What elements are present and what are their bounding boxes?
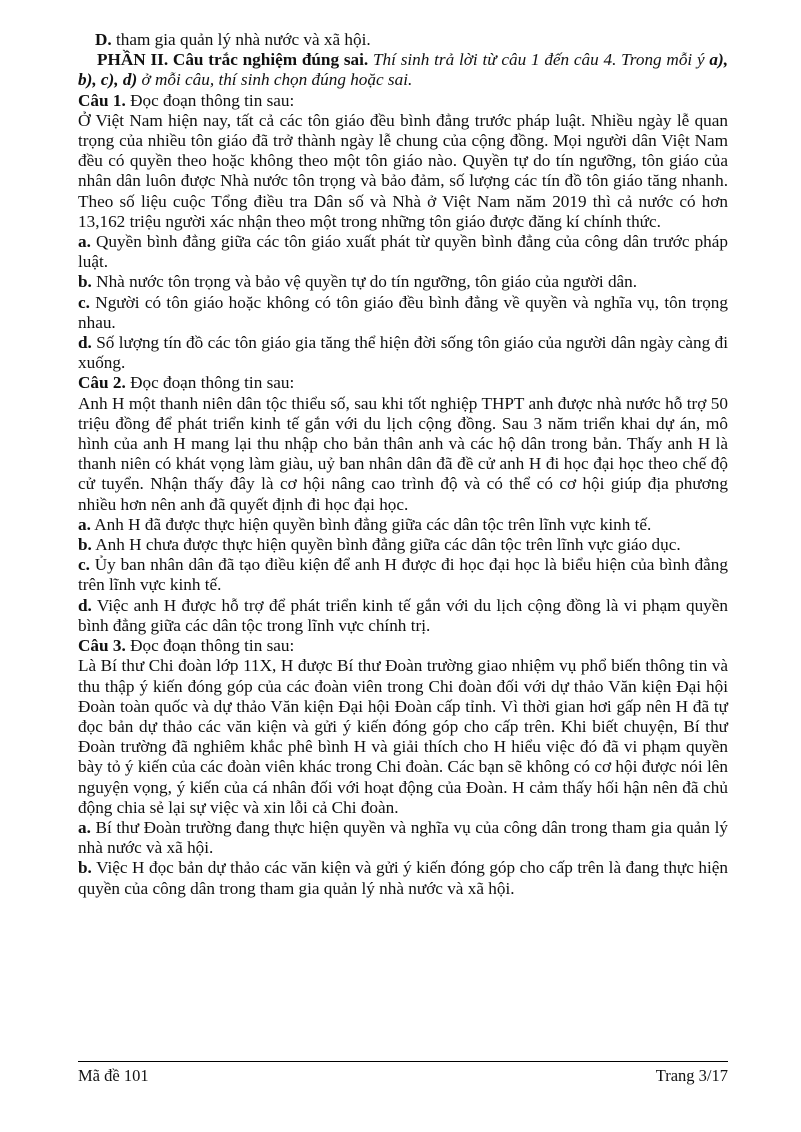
item-text: Số lượng tín đồ các tôn giáo gia tăng thể hiện đời sống tôn giáo của người dân ngày càng đi xuống. — [78, 333, 728, 373]
item-text: Ủy ban nhân dân đã tạo điều kiện để anh H được đi học đại học là biểu hiện của bình đẳng trên lĩnh vực kinh tế. — [78, 555, 728, 595]
question-2-item-a — [78, 515, 728, 535]
question-intro: Đọc đoạn thông tin sau: — [125, 636, 295, 656]
question-2-passage: Anh H một thanh niên dân tộc thiểu số, sau khi tốt nghiệp THPT anh được nhà nước hỗ trợ 50 triệu đồng để phát triển kinh tế gắn với du lịch cộng đồng. Sau 3 năm triển khai dự án, mô hình của anh H mang lại thu nhập cho bản thân anh và các hộ dân trong bản. Thấy anh H là thanh niên có khát vọng làm giàu, uỷ ban nhân dân đã đề cử anh H đi học đại học theo chế độ cử tuyển. Nhận thấy đây là cơ hội nâng cao trình độ và có thể có cơ hội giúp địa phương nhiều hơn nên anh đã quyết định đi học đại học. — [78, 393, 728, 514]
item-letter: a. — [78, 232, 91, 252]
item-letter: d. — [78, 333, 92, 353]
footer-divider — [78, 1061, 728, 1062]
question-intro: Đọc đoạn thông tin sau: — [125, 90, 295, 110]
item-letter: b. — [78, 858, 92, 878]
question-1 — [78, 91, 728, 374]
item-letter: b. — [78, 535, 92, 555]
item-text: Bí thư Đoàn trường đang thực hiện quyền và nghĩa vụ của công dân trong tham gia quản lý nhà nước và xã hội. — [78, 817, 728, 858]
item-text: Anh H đã được thực hiện quyền bình đẳng giữa các dân tộc trên lĩnh vực kinh tế. — [90, 514, 652, 534]
question-label: Câu 3. — [78, 636, 126, 656]
question-3 — [78, 636, 728, 899]
item-text: Anh H chưa được thực hiện quyền bình đẳng giữa các dân tộc trên lĩnh vực giáo dục. — [91, 535, 681, 555]
part-2-instruction-options: a), b), c), d) — [78, 50, 728, 90]
item-text: Người có tôn giáo hoặc không có tôn giáo đều bình đẳng về quyền và nghĩa vụ, tôn trọng nhau. — [78, 292, 728, 332]
exam-content — [78, 30, 728, 899]
option-text: tham gia quản lý nhà nước và xã hội. — [111, 30, 371, 49]
item-letter: a. — [78, 817, 91, 837]
option-letter: D. — [95, 30, 112, 49]
page-number: Trang 3/17 — [655, 1066, 728, 1085]
part-2-instruction-1: Thí sinh trả lời từ câu 1 đến câu 4. Trong mỗi ý — [368, 50, 710, 70]
question-1-item-d — [78, 333, 728, 373]
item-letter: c. — [78, 292, 90, 312]
question-3-intro — [78, 636, 728, 656]
item-text: Nhà nước tôn trọng và bảo vệ quyền tự do tín ngưỡng, tôn giáo của người dân. — [91, 272, 638, 292]
question-intro: Đọc đoạn thông tin sau: — [125, 373, 295, 393]
item-text: Việc anh H được hỗ trợ để phát triển kinh tế gắn với du lịch cộng đồng là vi phạm quyền bình đẳng giữa các dân tộc trong lĩnh vực chính trị. — [78, 595, 728, 635]
question-label: Câu 2. — [78, 373, 126, 393]
question-2-intro — [78, 373, 728, 393]
part-2-instruction-2: ở mỗi câu, thí sinh chọn đúng hoặc sai. — [137, 70, 413, 90]
previous-option-d — [78, 30, 728, 50]
question-1-item-c — [78, 293, 728, 333]
part-2-heading: PHẦN II. Câu trắc nghiệm đúng sai. — [97, 50, 369, 70]
item-letter: d. — [78, 595, 92, 615]
question-1-intro — [78, 91, 728, 111]
question-1-passage: Ở Việt Nam hiện nay, tất cả các tôn giáo đều bình đẳng trước pháp luật. Nhiều ngày lễ quan trọng của nhiều tôn giáo đã trở thành ngày lễ chung của cộng đồng. Mọi người dân Việt Nam đều có quyền theo hoặc không theo một tôn giáo nào. Quyền tự do tín ngưỡng, tôn giáo của nhân dân luôn được Nhà nước tôn trọng và bảo đảm, số lượng các tín đồ tôn giáo tăng nhanh. Theo số liệu cuộc Tổng điều tra Dân số và Nhà ở Việt Nam năm 2019 thì cả nước có hơn 13,162 triệu người xác nhận theo một trong những tôn giáo được đăng kí chính thức. — [78, 110, 728, 231]
exam-code: Mã đề 101 — [78, 1066, 149, 1085]
question-1-item-a — [78, 232, 728, 272]
question-1-item-b — [78, 272, 728, 292]
question-label: Câu 1. — [78, 90, 126, 110]
question-3-item-a — [78, 818, 728, 858]
part-2-header — [78, 50, 728, 90]
item-letter: a. — [78, 514, 91, 534]
item-text: Việc H đọc bản dự thảo các văn kiện và gửi ý kiến đóng góp cho cấp trên là đang thực hiện quyền của công dân trong tham gia quản lý nhà nước và xã hội. — [78, 858, 728, 898]
question-2 — [78, 373, 728, 636]
item-letter: c. — [78, 555, 90, 575]
question-3-passage: Là Bí thư Chi đoàn lớp 11X, H được Bí thư Đoàn trường giao nhiệm vụ phổ biến thông tin và thu thập ý kiến đóng góp của các đoàn viên trong Chi đoàn đối với dự thảo Văn kiện Đại hội Đoàn toàn quốc và dự thảo Văn kiện Đại hội Đoàn cấp tỉnh. Vì thời gian hơi gấp nên H đã tự đọc bản dự thảo các văn kiện và gửi ý kiến đóng góp cho cấp trên. Khi biết chuyện, Bí thư Đoàn trường đã nghiêm khắc phê bình H và giải thích cho H hiểu việc đó đã vi phạm quyền bày tỏ ý kiến của các đoàn viên khác trong Chi đoàn. Các bạn sẽ không có cơ hội được nói lên nguyện vọng, ý kiến của cá nhân đối với hoạt động của Đoàn. H cảm thấy hối hận nên đã chủ động chia sẻ lại sự việc và xin lỗi cả Chi đoàn. — [78, 656, 728, 817]
item-text: Quyền bình đẳng giữa các tôn giáo xuất phát từ quyền bình đẳng của công dân trước pháp luật. — [78, 232, 728, 272]
item-letter: b. — [78, 272, 92, 292]
question-2-item-d — [78, 596, 728, 636]
question-2-item-c — [78, 555, 728, 595]
question-3-item-b — [78, 858, 728, 898]
question-2-item-b — [78, 535, 728, 555]
